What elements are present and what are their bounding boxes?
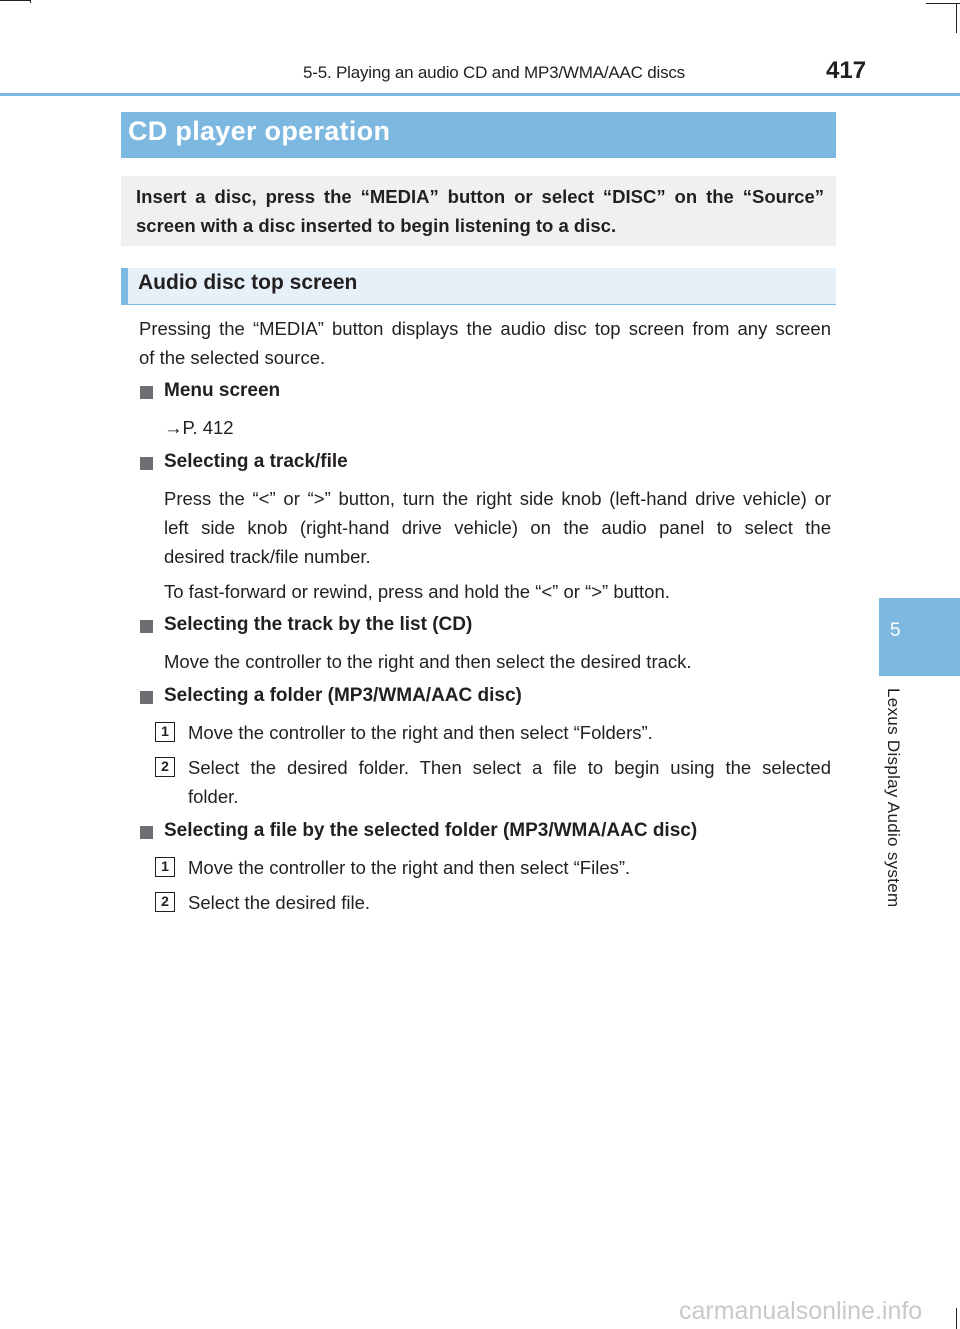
track-list-text: Move the controller to the right and then select the desired track.: [164, 651, 692, 672]
track-file-line1: Press the “<” or “>” button, turn the right side knob (left-hand drive vehicle) or: [164, 488, 831, 509]
folder-step2-line2: folder.: [188, 786, 239, 807]
watermark: carmanualsonline.info: [679, 1297, 923, 1325]
track-file-heading: Selecting a track/file: [164, 451, 348, 472]
section-title: CD player operation: [128, 116, 391, 146]
step-number-1: 1: [155, 722, 175, 742]
chapter-number: 5: [890, 620, 901, 641]
file-in-folder-heading: Selecting a file by the selected folder (MP3/WMA/AAC disc): [164, 820, 698, 841]
page-number: 417: [826, 57, 867, 84]
bullet-square: [140, 457, 153, 470]
track-file-line4: To fast-forward or rewind, press and hold the “<” or “>” button.: [164, 581, 670, 602]
bullet-square: [140, 386, 153, 399]
bullet-square: [140, 826, 153, 839]
running-header-section: 5-5. Playing an audio CD and MP3/WMA/AAC discs: [303, 63, 685, 82]
file-step1-text: Move the controller to the right and then select “Files”.: [188, 857, 631, 878]
step-number-2: 2: [155, 892, 175, 912]
menu-screen-reference[interactable]: →P. 412: [164, 417, 234, 438]
intro-text: Insert a disc, press the “MEDIA” button or select “DISC” on the “Source” screen with a disc inserted to begin listening to a disc.: [136, 186, 824, 236]
folder-step1-text: Move the controller to the right and then select “Folders”.: [188, 722, 653, 743]
subsection-paragraph-line1: Pressing the “MEDIA” button displays the audio disc top screen from any screen: [139, 318, 831, 339]
chapter-title-vertical: Lexus Display Audio system: [884, 688, 903, 908]
step-number-1: 1: [155, 857, 175, 877]
menu-screen-heading: Menu screen: [164, 380, 281, 401]
crop-mark-top-right-v: [956, 3, 957, 33]
track-file-line3: desired track/file number.: [164, 546, 371, 567]
crop-mark-top-left: [0, 0, 30, 1]
folder-heading: Selecting a folder (MP3/WMA/AAC disc): [164, 685, 522, 706]
folder-step2-line1: Select the desired folder. Then select a file to begin using the selected: [188, 757, 831, 778]
subsection-paragraph-line2: of the selected source.: [139, 347, 326, 368]
file-step2-text: Select the desired file.: [188, 892, 371, 913]
crop-mark-bottom-right-v: [956, 1308, 957, 1329]
subsection-accent: [121, 268, 128, 305]
track-file-line2: left side knob (right-hand drive vehicle) on the audio panel to select the: [164, 517, 831, 538]
bullet-square: [140, 691, 153, 704]
track-list-heading: Selecting the track by the list (CD): [164, 614, 473, 635]
step-number-2: 2: [155, 757, 175, 777]
header-rule: [0, 93, 960, 96]
crop-mark-top-left-v: [30, 0, 31, 3]
crop-mark-top-right: [926, 3, 960, 4]
bullet-square: [140, 620, 153, 633]
subsection-title: Audio disc top screen: [138, 271, 358, 294]
